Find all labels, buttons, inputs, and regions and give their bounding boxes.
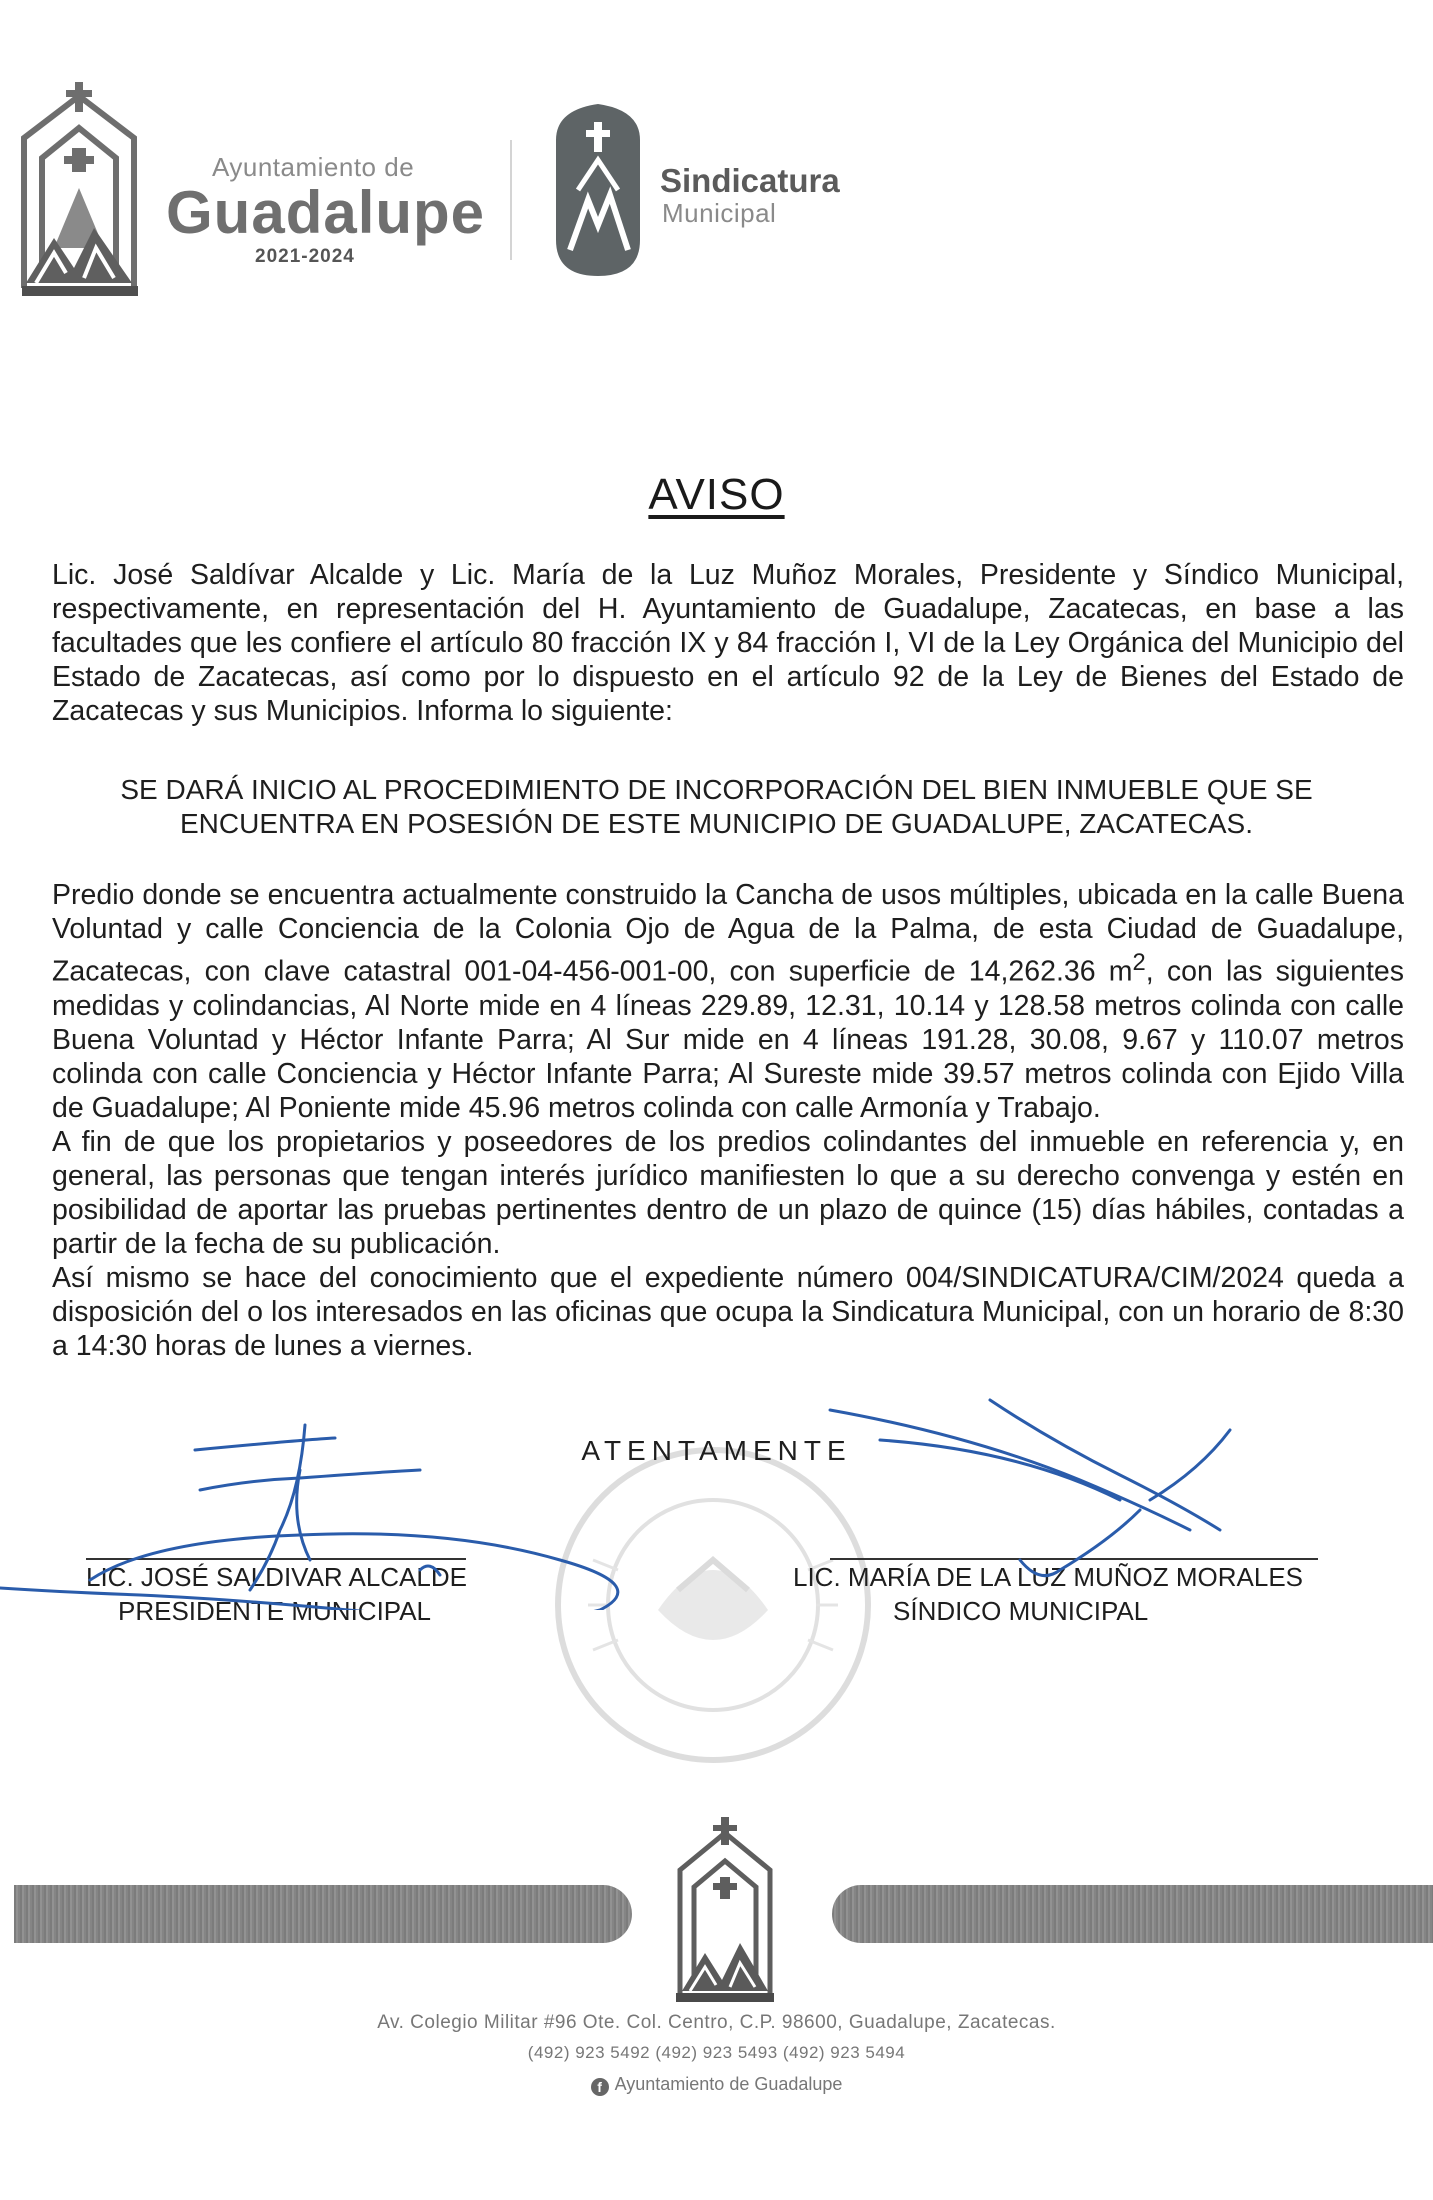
notice-block xyxy=(90,773,1343,841)
footer-band-left xyxy=(14,1885,632,1943)
deadline-bold: dentro de un plazo de quince (15) días hábiles xyxy=(646,1193,1246,1226)
header-divider xyxy=(510,140,512,260)
logo-left-years: 2021-2024 xyxy=(255,246,355,267)
signer-right-name: LIC. MARÍA DE LA LUZ MUÑOZ MORALES xyxy=(793,1562,1303,1592)
logo-left-small-text: Ayuntamiento de xyxy=(212,152,415,182)
notice-line-2: ENCUENTRA EN POSESIÓN DE ESTE MUNICIPIO DE GUADALUPE, ZACATECAS. xyxy=(179,808,1253,839)
expediente-paragraph xyxy=(52,1261,1404,1363)
intro-paragraph xyxy=(52,558,1404,728)
document-title: AVISO xyxy=(648,470,785,519)
expediente-number: 004/SINDICATURA/CIM/2024 xyxy=(905,1261,1284,1294)
property-text-2: , con las siguientes medidas y colindancias, xyxy=(52,955,1404,1022)
signer-left-name: LIC. JOSÉ SALDIVAR ALCALDE xyxy=(86,1562,467,1592)
southeast-label: Al Sureste xyxy=(728,1057,862,1090)
footer-social xyxy=(0,2074,1433,2096)
property-sup: 2 xyxy=(1132,949,1146,976)
property-paragraph xyxy=(52,878,1404,1125)
southeast-text: mide 39.57 metros colinda con Ejido Villa de Guadalupe; xyxy=(52,1057,1404,1124)
south-text: mide en 4 líneas 191.28, 30.08, 9.67 y 110.07 metros colinda con calle Conciencia y Héctor Infante Parra; xyxy=(52,1023,1404,1090)
facebook-icon: f xyxy=(591,2078,609,2096)
logo-right-subtitle: Municipal xyxy=(662,198,777,228)
deadline-tail: , contadas a partir de la fecha de su publicación. xyxy=(52,1193,1404,1260)
expediente-text: Así mismo se hace del conocimiento que el expediente número xyxy=(52,1261,906,1294)
west-label: Al Poniente xyxy=(245,1091,392,1124)
sindicatura-shield-icon xyxy=(548,100,648,280)
footer-church-logo-icon xyxy=(670,1815,780,2005)
west-text: mide 45.96 metros colinda con calle Armonía y Trabajo. xyxy=(391,1091,1101,1124)
deadline-text: A fin de que los propietarios y poseedores de los predios colindantes del inmueble en referencia y, en general, las personas que tengan interés jurídico manifiesten lo que a su derecho convenga y estén en posibilidad de aportar las pruebas pertinentes xyxy=(52,1125,1404,1226)
handwritten-signature-left xyxy=(0,1410,680,1610)
north-text: mide en 4 líneas 229.89, 12.31, 10.14 y 128.58 metros colinda con calle Buena Voluntad y Héctor Infante Parra; xyxy=(52,989,1405,1056)
signer-left-role: PRESIDENTE MUNICIPAL xyxy=(118,1596,432,1626)
footer-social-text[interactable]: Ayuntamiento de Guadalupe xyxy=(614,2074,843,2094)
north-label: Al Norte xyxy=(364,989,470,1022)
description-block xyxy=(52,878,1404,1363)
intro-text: Lic. José Saldívar Alcalde y Lic. María de la Luz Muñoz Morales, Presidente y Síndico Municipal, respectivamente, en representación del H. Ayuntamiento de Guadalupe, Zacatecas, en base a las facultades que les confiere el artículo 80 fracción IX y 84 fracción I, VI de la Ley Orgánica del Municipio del Estado de Zacatecas, así como por lo dispuesto en el artículo 92 de la Ley de Bienes del Estado de Zacatecas y sus Municipios. Informa lo siguiente: xyxy=(52,559,1404,727)
handwritten-signature-right xyxy=(820,1380,1290,1590)
property-text-1: Predio donde se encuentra actualmente construido la Cancha de usos múltiples, ubicada en la calle Buena Voluntad y calle Conciencia de la Colonia Ojo de Agua de la Palma, de esta Ciudad de Guadalupe, Zacatecas, con clave catastral 001-04-456-001-00, con superficie de 14,262.36 m xyxy=(52,879,1404,988)
footer-phones: (492) 923 5492 (492) 923 5493 (492) 923 5494 xyxy=(527,2043,906,2062)
closing-atentamente: ATENTAMENTE xyxy=(581,1435,852,1466)
church-logo-icon xyxy=(14,78,144,298)
logo-right-title: Sindicatura xyxy=(660,162,840,199)
expediente-tail: queda a disposición del o los interesados en las oficinas que ocupa la Sindicatura Municipal, con un horario de 8:30 a 14:30 horas de lunes a viernes. xyxy=(52,1261,1404,1362)
notice-line-1: SE DARÁ INICIO AL PROCEDIMIENTO DE INCORPORACIÓN DEL BIEN INMUEBLE QUE SE xyxy=(120,774,1313,805)
footer-address: Av. Colegio Militar #96 Ote. Col. Centro, C.P. 98600, Guadalupe, Zacatecas. xyxy=(377,2012,1056,2033)
footer-band-right xyxy=(832,1885,1433,1943)
deadline-paragraph xyxy=(52,1125,1404,1261)
logo-left-big-text: Guadalupe xyxy=(166,179,486,246)
signer-right-role: SÍNDICO MUNICIPAL xyxy=(893,1596,1149,1626)
south-label: Al Sur xyxy=(586,1023,670,1056)
